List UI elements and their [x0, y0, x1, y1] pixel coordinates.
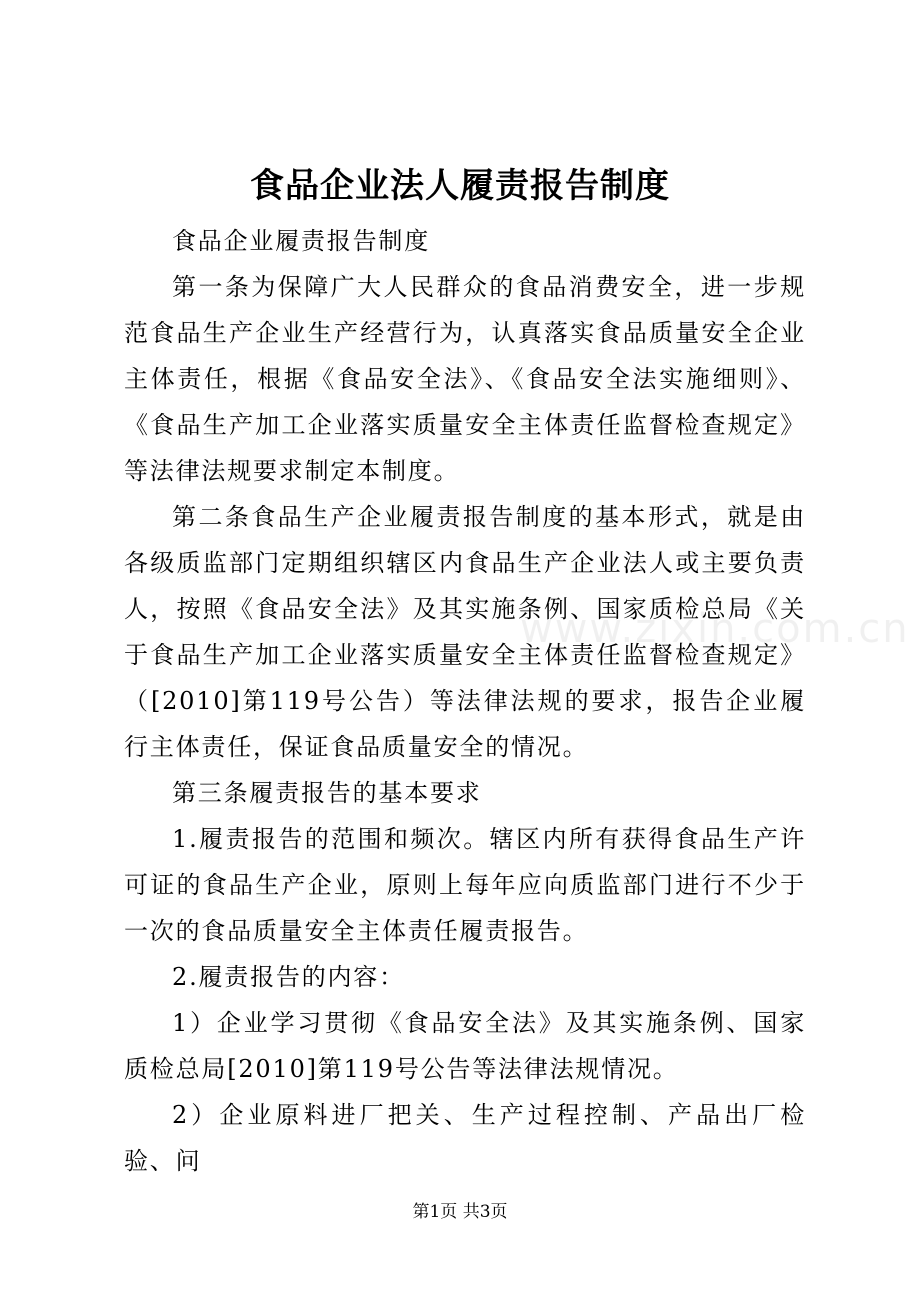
paragraph-article-3-heading: 第三条履责报告的基本要求: [172, 779, 482, 807]
paragraph-subitem-1: 1）企业学习贯彻《食品安全法》及其实施条例、国家质检总局[2010]第119号公告等法律法规情况。: [124, 1009, 806, 1083]
paragraph-article-1: 第一条为保障广大人民群众的食品消费安全，进一步规范食品生产企业生产经营行为，认真落实食品质量安全企业主体责任，根据《食品安全法》、《食品安全法实施细则》、《食品生产加工企业落实质量安全主体责任监督检查规定》等法律法规要求制定本制度。: [124, 273, 806, 485]
paragraph-article-2: 第二条食品生产企业履责报告制度的基本形式，就是由各级质监部门定期组织辖区内食品生产企业法人或主要负责人，按照《食品安全法》及其实施条例、国家质检总局《关于食品生产加工企业落实质量安全主体责任监督检查规定》（[2010]第119号公告）等法律法规的要求，报告企业履行主体责任，保证食品质量安全的情况。: [124, 503, 806, 761]
paragraph-subitem-2: 2）企业原料进厂把关、生产过程控制、产品出厂检验、问: [124, 1101, 806, 1175]
page-footer: 第1页 共3页: [412, 1202, 508, 1222]
document-body: [124, 218, 806, 1184]
paragraph-item-1: 1.履责报告的范围和频次。辖区内所有获得食品生产许可证的食品生产企业，原则上每年应向质监部门进行不少于一次的食品质量安全主体责任履责报告。: [124, 825, 806, 945]
watermark: www.zixin.com.cn: [520, 606, 910, 652]
paragraph-subtitle: 食品企业履责报告制度: [172, 227, 430, 255]
paragraph-item-2: 2.履责报告的内容：: [172, 963, 405, 991]
document-title: 食品企业法人履责报告制度: [250, 166, 670, 206]
